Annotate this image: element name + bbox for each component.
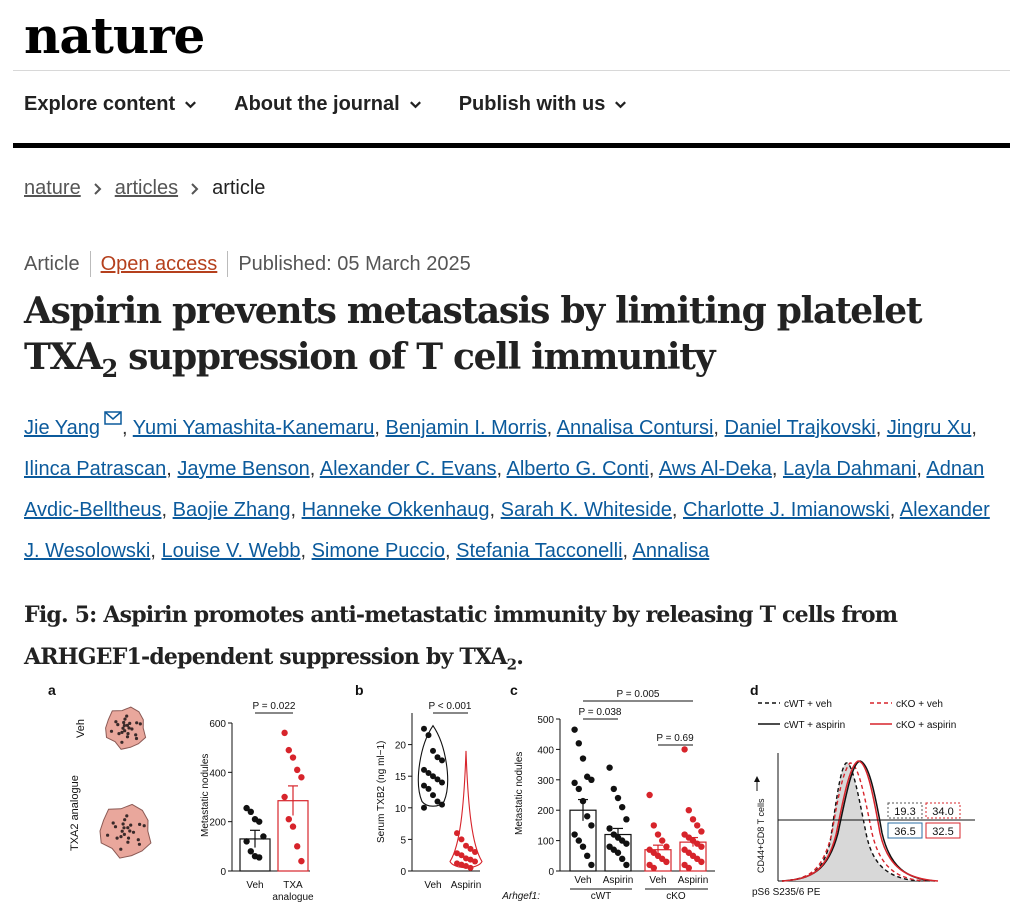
- tissue-nodule: [128, 722, 131, 725]
- p-value-label: P = 0.005: [616, 689, 660, 700]
- y-tick-label: 400: [209, 768, 226, 780]
- data-point: [281, 794, 287, 800]
- tissue-nodule: [126, 735, 129, 738]
- y-tick-label: 20: [394, 740, 406, 752]
- y-tick-label: 0: [400, 867, 406, 878]
- data-point: [681, 746, 687, 752]
- data-point: [576, 837, 582, 843]
- breadcrumb-current: article: [212, 177, 266, 199]
- author-list: Jie Yang , Yumi Yamashita-Kanemaru, Benjamin I. Morris, Annalisa Contursi, Daniel Trajkovski, Jingru Xu, Ilinca Patrascan, Jayme Benson, Alexander C. Evans, Alberto G. Conti, Aws Al-Deka, Layla Dahmani, Adnan Avdic-Belltheus, Baojie Zhang, Hanneke Okkenhaug, Sarah K. Whiteside, Charlotte J. Imianowski, Alexander J. Wesolowski, Louise V. Webb, Simone Puccio, Stefania Tacconelli, Annalisa: [24, 408, 1009, 572]
- nav-divider: [13, 143, 1010, 148]
- data-point: [248, 848, 254, 854]
- tissue-nodule: [122, 822, 125, 825]
- data-point: [686, 807, 692, 813]
- data-point: [571, 726, 577, 732]
- data-point: [663, 843, 669, 849]
- nature-logo[interactable]: nature: [24, 6, 205, 65]
- author-link[interactable]: Stefania Tacconelli: [456, 540, 623, 562]
- tissue-nodule: [123, 833, 126, 836]
- data-point: [294, 767, 300, 773]
- author-link[interactable]: Alexander J. Wesolowski: [24, 499, 990, 562]
- x-tick-label: Veh: [574, 875, 592, 886]
- data-point: [256, 818, 262, 824]
- data-point: [615, 795, 621, 801]
- data-point: [439, 802, 445, 808]
- data-point: [294, 843, 300, 849]
- tissue-nodule: [110, 730, 113, 733]
- author-link[interactable]: Sarah K. Whiteside: [500, 499, 672, 521]
- data-point: [260, 833, 266, 839]
- nav-explore-content[interactable]: [24, 93, 198, 116]
- chevron-right-icon: [93, 182, 103, 196]
- data-point: [459, 836, 465, 842]
- tissue-nodule: [116, 837, 119, 840]
- author-link[interactable]: Yumi Yamashita-Kanemaru: [132, 417, 375, 439]
- legend-label: cKO + veh: [896, 699, 943, 710]
- breadcrumb: [24, 177, 265, 200]
- data-point: [421, 726, 427, 732]
- author-link[interactable]: Jie Yang: [24, 417, 100, 439]
- y-tick-label: 500: [537, 715, 554, 726]
- p-value-label: P = 0.69: [656, 733, 694, 744]
- breadcrumb-articles[interactable]: articles: [114, 177, 179, 199]
- panel-label: c: [510, 683, 518, 698]
- data-point: [686, 865, 692, 871]
- y-tick-label: 0: [220, 867, 226, 878]
- y-tick-label: 100: [537, 836, 554, 848]
- tissue-nodule: [106, 834, 109, 837]
- meta-divider: [90, 251, 91, 277]
- tissue-nodule: [127, 837, 130, 840]
- data-point: [571, 831, 577, 837]
- author-link[interactable]: Adnan Avdic-Belltheus: [24, 458, 985, 521]
- tissue-nodule: [116, 723, 119, 726]
- data-point: [290, 754, 296, 760]
- data-point: [426, 732, 432, 738]
- data-point: [655, 831, 661, 837]
- data-point: [619, 804, 625, 810]
- data-point: [651, 865, 657, 871]
- nav-publish-with-us[interactable]: [459, 93, 629, 116]
- x-axis-label: pS6 S235/6 PE: [752, 887, 821, 898]
- tissue-nodule: [134, 733, 137, 736]
- x-tick-label: Aspirin: [602, 875, 634, 886]
- y-axis-label: Metastatic nodules: [514, 751, 525, 835]
- main-nav: [24, 93, 628, 116]
- published-date: Published: 05 March 2025: [238, 252, 471, 275]
- data-point: [694, 822, 700, 828]
- figure-title-main: Fig. 5: Aspirin promotes anti-metastatic immunity by releasing T cells from ARHGEF1-dependent suppression by TXA: [24, 602, 898, 670]
- chevron-down-icon: [408, 97, 423, 112]
- tissue-nodule: [143, 824, 146, 827]
- author-link[interactable]: Layla Dahmani: [782, 458, 917, 480]
- author-link[interactable]: Jayme Benson: [177, 458, 310, 480]
- article-title: [24, 288, 1004, 392]
- gate-value: 19.3: [894, 806, 916, 818]
- image-label-txa2: TXA2 analogue: [69, 775, 81, 851]
- data-point: [472, 859, 478, 865]
- author-link[interactable]: Aws Al-Deka: [658, 458, 772, 480]
- panel-label: b: [355, 683, 364, 698]
- figure-5[interactable]: [40, 683, 990, 913]
- tissue-nodule: [135, 737, 138, 740]
- y-tick-label: 200: [537, 806, 554, 818]
- panel-label: a: [48, 683, 56, 698]
- article-meta: [24, 251, 471, 277]
- y-tick-label: 0: [548, 867, 554, 878]
- panel-label: d: [750, 683, 759, 698]
- x-tick-label: Aspirin: [450, 880, 482, 891]
- data-point: [646, 792, 652, 798]
- author-link[interactable]: Alberto G. Conti: [506, 458, 649, 480]
- figure-title-subscript: 2: [506, 655, 517, 674]
- data-point: [290, 823, 296, 829]
- author-link[interactable]: Jingru Xu: [886, 417, 972, 439]
- data-point: [623, 840, 629, 846]
- arrow-up-icon: [754, 776, 760, 782]
- data-point: [659, 837, 665, 843]
- tissue-nodule: [132, 831, 135, 834]
- data-point: [571, 780, 577, 786]
- tissue-nodule: [130, 727, 133, 730]
- data-point: [439, 757, 445, 763]
- tissue-image-veh: [106, 707, 146, 749]
- x-tick-label: Aspirin: [677, 875, 709, 886]
- author-link[interactable]: Baojie Zhang: [172, 499, 291, 521]
- nav-publish-with-us-label: Publish with us: [458, 93, 606, 115]
- gate-value: 36.5: [894, 826, 916, 838]
- tissue-nodule: [122, 826, 125, 829]
- gate-value: 34.0: [932, 806, 954, 818]
- tissue-nodule: [125, 715, 128, 718]
- data-point: [698, 859, 704, 865]
- y-tick-label: 400: [537, 745, 554, 757]
- tissue-nodule: [114, 720, 117, 723]
- chevron-down-icon: [183, 97, 198, 112]
- tissue-nodule: [120, 731, 123, 734]
- legend-label: cWT + veh: [784, 699, 832, 710]
- data-point: [623, 816, 629, 822]
- figure-title: [24, 594, 1014, 685]
- group-name: cWT: [590, 891, 612, 902]
- figure-title-end: .: [516, 644, 524, 670]
- group-name: cKO: [666, 891, 686, 902]
- data-point: [623, 862, 629, 868]
- nav-about-journal-label: About the journal: [234, 93, 400, 115]
- data-point: [426, 786, 432, 792]
- author-link[interactable]: Daniel Trajkovski: [724, 417, 876, 439]
- author-link[interactable]: Annalisa Contursi: [556, 417, 714, 439]
- p-value-label: P < 0.001: [428, 701, 472, 712]
- y-axis-label: Metastatic nodules: [200, 753, 211, 837]
- data-point: [584, 813, 590, 819]
- breadcrumb-nature[interactable]: nature: [24, 177, 81, 199]
- data-point: [584, 853, 590, 859]
- tissue-nodule: [121, 830, 124, 833]
- data-point: [256, 854, 262, 860]
- gate-value: 32.5: [932, 826, 954, 838]
- legend-label: cWT + aspirin: [784, 720, 846, 731]
- header-divider: [13, 70, 1010, 71]
- x-tick-label: analogue: [272, 892, 314, 903]
- author-link[interactable]: Simone Puccio: [311, 540, 445, 562]
- data-point: [430, 748, 436, 754]
- nav-explore-content-label: Explore content: [24, 93, 176, 115]
- tissue-nodule: [119, 848, 122, 851]
- article-title-main: Aspirin prevents metastasis by limiting platelet TXA: [24, 290, 922, 378]
- y-tick-label: 10: [394, 803, 406, 815]
- data-point: [698, 843, 704, 849]
- meta-divider: [227, 251, 228, 277]
- y-axis-label: CD44+CD8 T cells: [756, 798, 766, 873]
- tissue-nodule: [135, 721, 138, 724]
- data-point: [286, 747, 292, 753]
- data-point: [663, 859, 669, 865]
- tissue-nodule: [120, 741, 123, 744]
- data-point: [580, 755, 586, 761]
- author-link[interactable]: Charlotte J. Imianowski: [682, 499, 890, 521]
- data-point: [576, 786, 582, 792]
- tissue-nodule: [123, 729, 126, 732]
- data-point: [468, 865, 474, 871]
- data-point: [243, 838, 249, 844]
- tissue-nodule: [117, 732, 120, 735]
- tissue-nodule: [126, 841, 129, 844]
- author-link[interactable]: Hanneke Okkenhaug: [301, 499, 490, 521]
- data-point: [430, 792, 436, 798]
- data-point: [248, 809, 254, 815]
- tissue-nodule: [138, 823, 141, 826]
- article-type: Article: [24, 252, 80, 275]
- tissue-nodule: [138, 843, 141, 846]
- data-point: [472, 849, 478, 855]
- data-point: [606, 825, 612, 831]
- p-value-label: P = 0.038: [578, 707, 622, 718]
- image-label-veh: Veh: [75, 719, 87, 738]
- data-point: [588, 777, 594, 783]
- data-point: [611, 786, 617, 792]
- x-tick-label: Veh: [649, 875, 667, 886]
- tissue-nodule: [112, 821, 115, 824]
- article-title-rest: suppression of T cell immunity: [116, 336, 715, 378]
- data-point: [580, 798, 586, 804]
- data-point: [454, 830, 460, 836]
- y-tick-label: 600: [209, 719, 226, 730]
- data-point: [576, 740, 582, 746]
- group-label: Arhgef1:: [502, 891, 540, 902]
- y-tick-label: 15: [394, 772, 406, 784]
- data-point: [298, 858, 304, 864]
- open-access-link[interactable]: Open access: [100, 252, 218, 275]
- data-point: [651, 822, 657, 828]
- author-link[interactable]: Louise V. Webb: [161, 540, 301, 562]
- author-link[interactable]: Ilinca Patrascan: [24, 458, 167, 480]
- chevron-down-icon: [613, 97, 628, 112]
- data-point: [286, 816, 292, 822]
- x-tick-label: Veh: [424, 880, 442, 891]
- x-tick-label: TXA: [283, 880, 303, 891]
- tissue-nodule: [126, 732, 129, 735]
- data-point: [619, 856, 625, 862]
- data-point: [421, 805, 427, 811]
- y-tick-label: 5: [400, 835, 406, 847]
- data-point: [606, 764, 612, 770]
- tissue-nodule: [114, 825, 117, 828]
- legend-label: cKO + aspirin: [896, 720, 957, 731]
- tissue-nodule: [128, 829, 131, 832]
- mail-icon[interactable]: [104, 411, 122, 425]
- author-link[interactable]: Annalisa: [632, 540, 710, 562]
- tissue-image-txa2: [100, 804, 151, 858]
- data-point: [580, 843, 586, 849]
- author-link[interactable]: Benjamin I. Morris: [385, 417, 547, 439]
- y-tick-label: 200: [209, 817, 226, 829]
- p-value-label: P = 0.022: [252, 701, 296, 712]
- tissue-nodule: [139, 722, 142, 725]
- tissue-nodule: [123, 718, 126, 721]
- tissue-nodule: [125, 814, 128, 817]
- nav-about-journal[interactable]: [234, 93, 423, 116]
- author-link[interactable]: Alexander C. Evans: [319, 458, 497, 480]
- tissue-nodule: [137, 838, 140, 841]
- data-point: [281, 730, 287, 736]
- tissue-nodule: [123, 724, 126, 727]
- y-tick-label: 300: [537, 775, 554, 787]
- data-point: [615, 850, 621, 856]
- article-title-subscript: 2: [101, 354, 117, 384]
- data-point: [439, 780, 445, 786]
- tissue-nodule: [129, 824, 132, 827]
- histogram-fill: [782, 763, 920, 881]
- chevron-right-icon: [190, 182, 200, 196]
- data-point: [690, 816, 696, 822]
- data-point: [588, 822, 594, 828]
- tissue-nodule: [119, 835, 122, 838]
- tissue-nodule: [122, 721, 125, 724]
- data-point: [298, 774, 304, 780]
- tissue-nodule: [123, 818, 126, 821]
- y-axis-label: Serum TXB2 (ng ml−1): [376, 740, 387, 843]
- data-point: [698, 828, 704, 834]
- tissue-nodule: [126, 826, 129, 829]
- x-tick-label: Veh: [246, 880, 264, 891]
- data-point: [588, 862, 594, 868]
